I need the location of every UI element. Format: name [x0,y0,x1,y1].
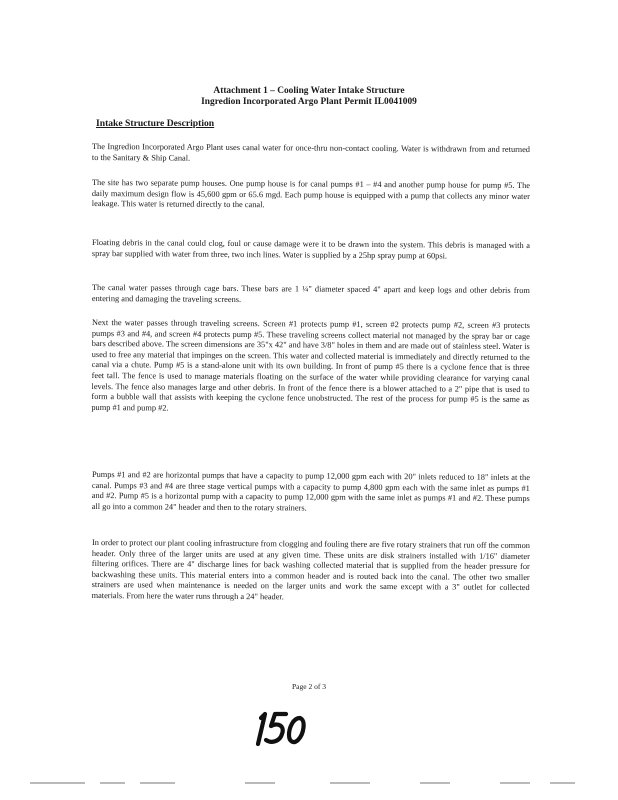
handwritten-page-number-150 [252,704,312,752]
paragraph-cage-bars: The canal water passes through cage bars. These bars are 1 ¼" diameter spaced 4" apart and keep logs and other debris from entering and damaging the traveling screens. [91,283,530,304]
page-number: Page 2 of 3 [292,682,326,691]
document-title-line-1: Attachment 1 – Cooling Water Intake Structure [213,86,405,96]
section-title: Intake Structure Description [96,118,215,129]
paragraph-rotary-strainers: In order to protect our plant cooling infrastructure from clogging and fouling there are five rotary strainers that run off the common header. Only three of the larger units are used at any given time. These units are disk strainers installed with 1/16" diameter filtering orifices. There are 4" discharge lines for back washing collected material that is supplied from the header pressure for backwashing these units. This material enters into a common header and is routed back into the canal. The other two smaller strainers are used when maintenance is needed on the larger units and work the same except with a 3" outlet for collected materials. From here the water runs through a 24" header. [91,538,530,602]
document-title-line-2: Ingredion Incorporated Argo Plant Permit IL0041009 [201,97,417,107]
paragraph-floating-debris: Floating debris in the canal could clog, foul or cause damage were it to be drawn into the system. This debris is managed with a spray bar supplied with water from three, two inch lines. Water is supplied by a 25hp spray pump at 60psi. [91,238,530,261]
paragraph-pumps: Pumps #1 and #2 are horizontal pumps that have a capacity to pump 12,000 gpm each with 20" inlets reduced to 18" inlets at the canal. Pumps #3 and #4 are three stage vertical pumps with a capacity to pump 4,800 gpm each with the same inlet as pumps #1 and #2. Pump #5 is a horizontal pump with a capacity to pump 12,000 gpm with the same inlet as pumps #1 and #2. These pumps all go into a common 24" header and then to the rotary strainers. [91,470,530,513]
paragraph-canal-water-use: The Ingredion Incorporated Argo Plant uses canal water for once-thru non-contact cooling. Water is withdrawn from and returned to the Sanitary & Ship Canal. [91,142,530,163]
scan-artifact-dashes [30,780,590,786]
paragraph-pump-houses: The site has two separate pump houses. One pump house is for canal pumps #1 – #4 and another pump house for pump #5. The daily maximum design flow is 45,600 gpm or 65.6 mgd. Each pump house is equipped with a pump that collects any minor water leakage. This water is returned directly to the canal. [91,178,530,210]
paragraph-traveling-screens: Next the water passes through traveling screens. Screen #1 protects pump #1, screen #2 protects pump #2, screen #3 protects pumps #3 and #4, and screen #4 protects pump #5. These traveling screens collect material not managed by the spray bar or cage bars described above. The screen dimensions are 35"x 42" and have 3/8" holes in them and are made out of stainless steel. Water is used to free any material that impinges on the screen. This water and collected material is immediately and directly returned to the canal via a chute. Pump #5 is a stand-alone unit with its own building. In front of pump #5 there is a cyclone fence that is three feet tall. The fence is used to manage materials floating on the surface of the water while providing clearance for varying canal levels. The fence also manages large and other debris. In front of the fence there is a blower attached to a 2" pipe that is used to form a bubble wall that assists with keeping the cyclone fence unobstructed. The rest of the process for pump #5 is the same as pump #1 and pump #2. [91,318,530,413]
